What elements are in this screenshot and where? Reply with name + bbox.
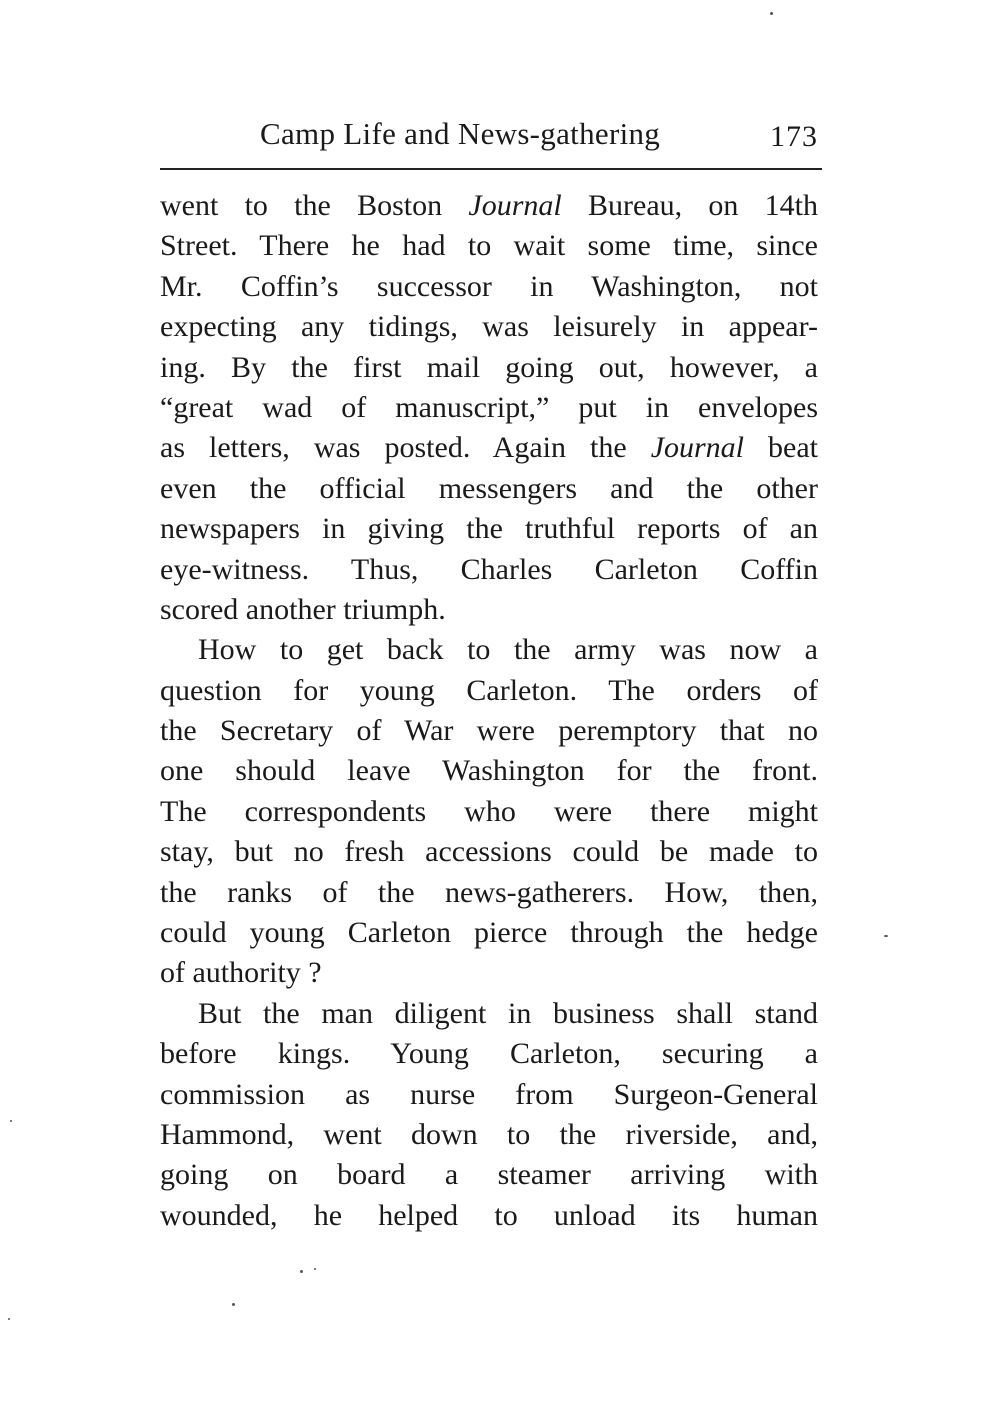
text-line-indent: How to get back to the army was now a [198,633,818,667]
text-line: question for young Carleton. The orders of [160,673,818,707]
scan-speck [8,1318,10,1320]
text-line: as letters, was posted. Again the Journal beat [160,431,818,465]
text-line: one should leave Washington for the front. [160,754,818,788]
page-body [160,186,818,1236]
text-line: Mr. Coffin’s successor in Washington, not [160,269,818,303]
text-line: even the official messengers and the other [160,471,818,505]
text-line: stay, but no fresh accessions could be made to [160,835,818,869]
scan-speck [884,935,888,937]
text-line: could young Carleton pierce through the hedge [160,916,818,950]
scan-speck [770,12,773,15]
text-line: going on board a steamer arriving with [160,1158,818,1192]
page-number: 173 [770,120,818,153]
text-line-last: of authority ? [160,956,322,990]
text-line: before kings. Young Carleton, securing a [160,1037,818,1071]
text-line-last: scored another triumph. [160,592,446,626]
text-line: the Secretary of War were peremptory that no [160,714,818,748]
text-line: eye-witness. Thus, Charles Carleton Coffin [160,552,818,586]
scan-speck [232,1303,235,1306]
text-line: went to the Boston Journal Bureau, on 14th [160,189,819,222]
text-line: Hammond, went down to the riverside, and, [160,1117,818,1151]
text-line: commission as nurse from Surgeon-General [160,1077,818,1111]
running-header [160,116,822,166]
header-rule [160,168,822,170]
text-line: newspapers in giving the truthful reports of an [160,512,818,546]
text-line: The correspondents who were there might [160,794,818,828]
text-line: the ranks of the news-gatherers. How, then, [160,875,818,909]
running-head-title: Camp Life and News-gathering [260,116,661,151]
text-line: “great wad of manuscript,” put in envelopes [160,390,818,424]
text-line: wounded, he helped to unload its human [160,1198,818,1232]
text-line: expecting any tidings, was leisurely in appear- [160,310,818,344]
text-line: Street. There he had to wait some time, since [160,229,818,263]
scan-speck [300,1270,303,1273]
scan-speck [314,1268,316,1270]
text-line: ing. By the first mail going out, however, a [160,350,818,384]
text-line-indent: But the man diligent in business shall stand [198,996,818,1030]
scan-speck [10,1120,12,1122]
